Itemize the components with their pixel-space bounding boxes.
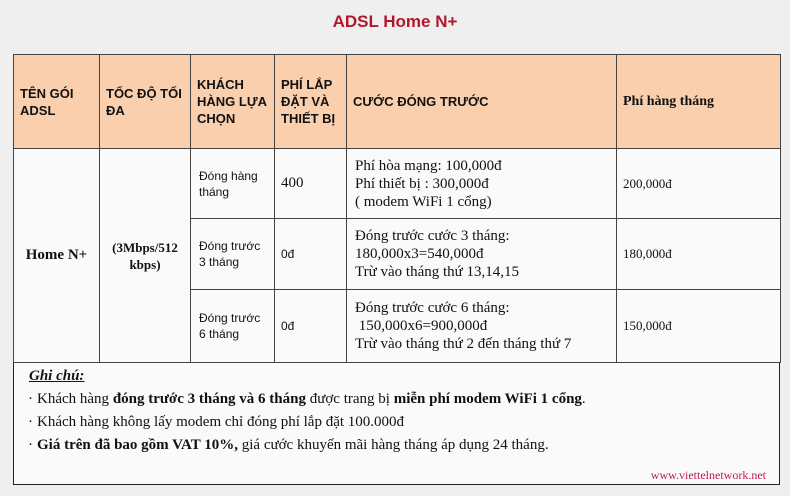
setup-fee-cell: 0đ <box>275 290 347 363</box>
monthly-fee-cell: 150,000đ <box>617 290 781 363</box>
monthly-fee-cell: 200,000đ <box>617 149 781 219</box>
bullet-icon: · <box>28 437 33 453</box>
table-row <box>14 149 781 219</box>
choice-cell: Đóng trước 3 tháng <box>191 219 275 290</box>
note-text: . <box>581 391 586 407</box>
note-bold-text: Giá trên đã bao gồm VAT 10%, <box>37 437 238 453</box>
table-header-row <box>14 55 781 149</box>
note-bold-text: đóng trước 3 tháng và 6 tháng <box>112 391 306 407</box>
notes-section <box>14 365 779 457</box>
bullet-icon: · <box>28 391 33 407</box>
header-setup-fee: PHÍ LẮP ĐẶT VÀ THIẾT BỊ <box>275 55 347 149</box>
choice-cell: Đóng hàng tháng <box>191 149 275 219</box>
prepay-line: ( modem WiFi 1 cổng) <box>355 193 492 210</box>
prepay-line: Trừ vào tháng thứ 13,14,15 <box>355 264 520 280</box>
prepay-line: 180,000x3=540,000đ <box>355 246 484 262</box>
prepay-line: Phí hòa mạng: 100,000đ <box>355 157 502 174</box>
header-monthly-fee: Phí hàng tháng <box>617 55 781 149</box>
bullet-icon: · <box>28 414 33 430</box>
note-text: Khách hàng <box>37 391 113 407</box>
prepay-line: Đóng trước cước 6 tháng: <box>355 300 510 316</box>
prepay-line: Đóng trước cước 3 tháng: <box>355 228 510 244</box>
header-prepaid-fee: CƯỚC ĐÓNG TRƯỚC <box>347 55 617 149</box>
note-line <box>14 434 779 457</box>
choice-cell: Đóng trước 6 tháng <box>191 290 275 363</box>
max-speed-cell: (3Mbps/512 kbps) <box>100 149 191 363</box>
note-text: được trang bị <box>305 391 394 407</box>
prepay-line: Trừ vào tháng thứ 2 đến tháng thứ 7 <box>355 336 572 352</box>
note-line <box>14 411 779 434</box>
note-text: Khách hàng không lấy modem chỉ đóng phí lắp đặt 100.000đ <box>37 414 405 430</box>
note-bold-text: miễn phí modem WiFi 1 cổng <box>393 391 582 407</box>
note-line <box>14 388 779 411</box>
prepay-cell <box>347 219 617 290</box>
package-name-cell: Home N+ <box>14 149 100 363</box>
website-watermark: www.viettelnetwork.net <box>650 468 766 482</box>
prepay-cell <box>347 149 617 219</box>
prepay-line: 150,000x6=900,000đ <box>355 318 488 334</box>
header-max-speed: TỐC ĐỘ TỐI ĐA <box>100 55 191 149</box>
pricing-table <box>13 54 781 363</box>
note-text: giá cước khuyến mãi hàng tháng áp dụng 24 tháng. <box>238 437 549 453</box>
header-customer-choice: KHÁCH HÀNG LỰA CHỌN <box>191 55 275 149</box>
notes-title: Ghi chú: <box>29 368 85 384</box>
monthly-fee-cell: 180,000đ <box>617 219 781 290</box>
header-package-name: TÊN GÓI ADSL <box>14 55 100 149</box>
page-title: ADSL Home N+ <box>332 12 458 31</box>
setup-fee-cell: 0đ <box>275 219 347 290</box>
setup-fee-cell: 400 <box>275 149 347 219</box>
prepay-line: Phí thiết bị : 300,000đ <box>355 175 489 192</box>
prepay-cell <box>347 290 617 363</box>
